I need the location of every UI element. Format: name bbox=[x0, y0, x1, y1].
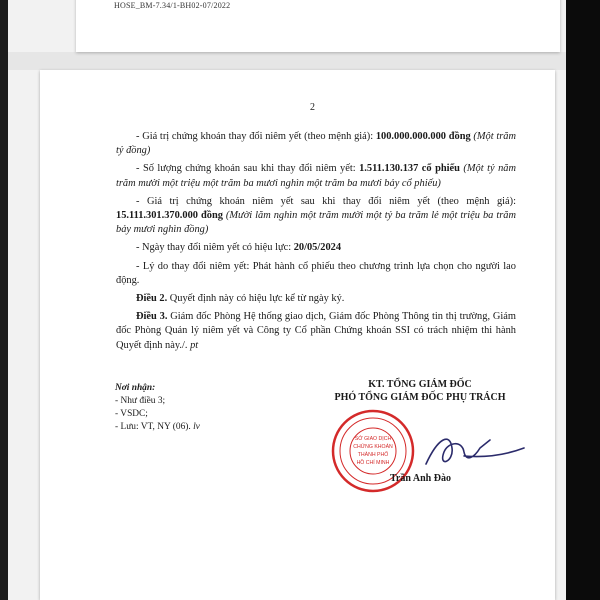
svg-text:CHỨNG KHOÁN: CHỨNG KHOÁN bbox=[353, 444, 393, 450]
document-body bbox=[116, 130, 516, 357]
page-number: 2 bbox=[310, 102, 315, 113]
item-effective-date: - Ngày thay đổi niêm yết có hiệu lực: 20/05/2024 bbox=[136, 242, 342, 254]
article-2: Điều 2. Quyết định này có hiệu lực kể từ ngày ký. bbox=[136, 293, 345, 305]
document-page bbox=[40, 70, 555, 600]
signer-name: Trần Anh Đào bbox=[390, 473, 451, 484]
item-share-count: - Số lượng chứng khoán sau khi thay đổi niêm yết: 1.511.130.137 cổ phiếu (Một tỷ năm trăm mười một triệu một trăm ba mươi nghìn một trăm ba mươi bảy cổ phiếu) bbox=[116, 163, 516, 189]
signature-title: KT. TỔNG GIÁM ĐỐC PHÓ TỔNG GIÁM ĐỐC PHỤ TRÁCH bbox=[334, 379, 506, 403]
handwritten-initials: pt bbox=[190, 339, 199, 351]
item-reason: - Lý do thay đổi niêm yết: Phát hành cổ phiếu theo chương trình lựa chọn cho người lao động. bbox=[116, 260, 516, 286]
svg-text:SỞ GIAO DỊCH: SỞ GIAO DỊCH bbox=[354, 436, 392, 442]
svg-text:HỒ CHÍ MINH: HỒ CHÍ MINH bbox=[356, 460, 390, 466]
page-gap bbox=[0, 52, 600, 70]
item-listed-value: - Giá trị chứng khoán niêm yết sau khi thay đổi niêm yết (theo mệnh giá): 15.111.301.370.000 đồng (Mười lăm nghìn một trăm mười một tỷ ba trăm lẻ một triệu ba trăm bảy mươi nghìn đồng) bbox=[116, 195, 516, 236]
article-3: Điều 3. Giám đốc Phòng Hệ thống giao dịch, Giám đốc Phòng Thông tin thị trường, Giám đốc Phòng Quản lý niêm yết và Công ty Cổ phần Chứng khoán SSI có trách nhiệm thi hành Quyết định này./. pt bbox=[116, 311, 516, 351]
screen-edge-left bbox=[0, 0, 8, 600]
recipients-block bbox=[115, 382, 200, 434]
screen-edge-right bbox=[566, 0, 600, 600]
recipient-line: - Lưu: VT, NY (06). lv bbox=[115, 422, 200, 432]
recipient-line: - Như điều 3; bbox=[115, 396, 166, 406]
previous-page bbox=[76, 0, 560, 52]
recipients-heading: Nơi nhận: bbox=[115, 383, 156, 393]
item-changed-value: - Giá trị chứng khoán thay đổi niêm yết (theo mệnh giá): 100.000.000.000 đồng (Một trăm tỷ đồng) bbox=[116, 131, 516, 157]
svg-text:THÀNH PHỐ: THÀNH PHỐ bbox=[357, 452, 389, 458]
form-code: HOSE_BM-7.34/1-BH02-07/2022 bbox=[114, 1, 231, 10]
recipient-line: - VSDC; bbox=[115, 409, 148, 419]
